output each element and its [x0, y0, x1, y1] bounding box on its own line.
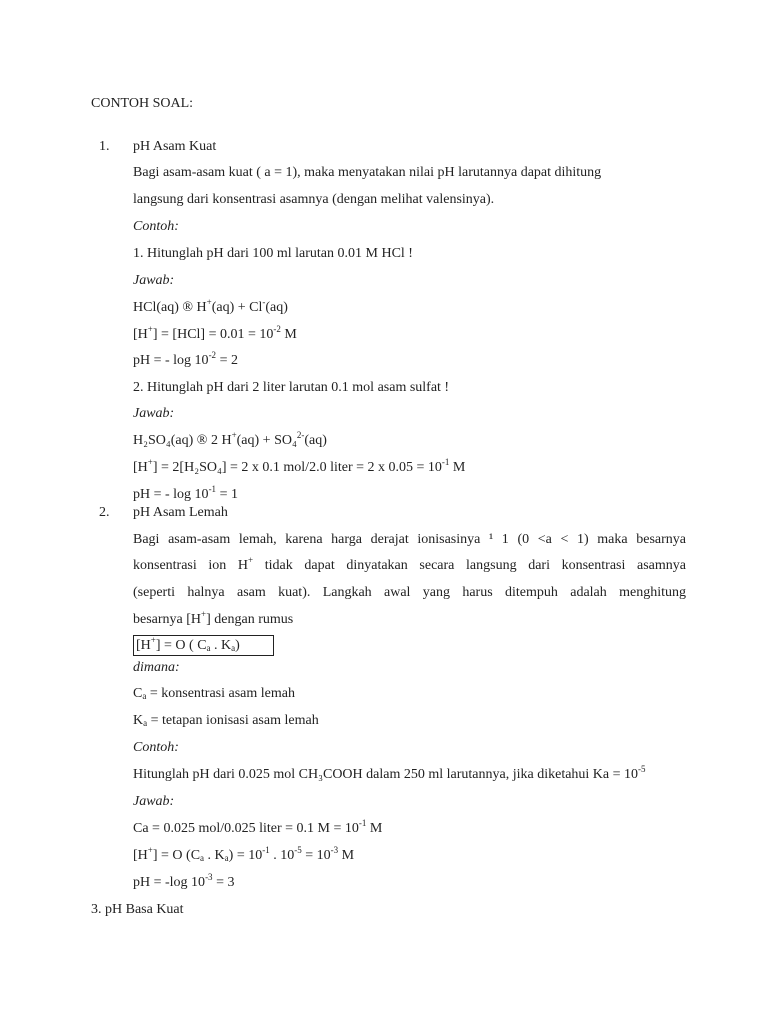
section-1-desc-line-2: langsung dari konsentrasi asamnya (dengan melihat valensinya). — [133, 192, 495, 207]
section-2-contoh-label: Contoh: — [133, 740, 179, 755]
section-2-answer-ca: Ca = 0.025 mol/0.025 liter = 0.1 $M = 10^{-1}$ M — [133, 818, 383, 836]
formula-text: [H+] = O ( $C_a$ . $K_a$) — [136, 635, 240, 653]
section-1-jawab-label-1: Jawab: — [133, 273, 175, 288]
page-heading: CONTOH SOAL: — [91, 96, 194, 111]
section-2-paragraph-line-2: konsentrasi ion H+ tidak dapat dinyatakan secara langsung dari konsentrasi asamnya — [133, 555, 686, 573]
section-2-number: 2. — [99, 505, 110, 520]
section-1-concentration-2: [H+] = 2[H₂SO₄] = 2 x 0.1 mol/2.0 liter = 2 x $0.05 = 10^{-1}$ M — [133, 457, 466, 475]
section-1-ph-result-2: pH = - $\log 10^{-1} = 1$ — [133, 484, 238, 502]
section-2-answer-h: [H+] = O ($C_a$ . $K_a) = 10^{-1}$ . $10^{-5} = 10^{-3}$ M — [133, 845, 355, 863]
section-2-def-ca: $C_a$ = konsentrasi asam lemah — [133, 686, 295, 701]
section-2-jawab-label: Jawab: — [133, 794, 175, 809]
section-2-paragraph-line-1: Bagi asam-asam lemah, karena harga derajat ionisasinya ¹ 1 (0 <a < 1) maka besarnya — [133, 532, 686, 547]
section-2-title: pH Asam Lemah — [133, 505, 228, 520]
section-1-contoh-label: Contoh: — [133, 219, 179, 234]
section-1-ph-result-1: pH = - $\log 10^{-2} = 2$ — [133, 350, 238, 368]
section-2-dimana-label: dimana: — [133, 660, 180, 675]
section-1-question-2: 2. Hitunglah pH dari 2 liter larutan 0.1 mol asam sulfat ! — [133, 380, 450, 395]
section-1-title: pH Asam Kuat — [133, 139, 217, 154]
section-2-question: Hitunglah pH dari 0.025 mol CH₃COOH dalam 250 ml larutannya, jika diketahui $Ka = 10^{-5}$ — [133, 764, 646, 782]
section-3-title: 3. pH Basa Kuat — [91, 902, 184, 917]
section-2-def-ka: $K_a$ = tetapan ionisasi asam lemah — [133, 713, 319, 728]
section-2-paragraph-line-3: (seperti halnya asam kuat). Langkah awal yang harus ditempuh adalah menghitung — [133, 585, 686, 600]
section-1-concentration-1: $[H^+] = [HCl] = 0.01 = 10^{-2}$ M — [133, 324, 297, 342]
section-1-reaction-1: HCl(aq) ® H+(aq) + Cl-(aq) — [133, 297, 288, 315]
section-1-number: 1. — [99, 139, 110, 154]
section-1-desc-line-1: Bagi asam-asam kuat ( a = 1), maka menyatakan nilai pH larutannya dapat dihitung — [133, 165, 602, 180]
section-1-jawab-label-2: Jawab: — [133, 406, 175, 421]
section-2-answer-ph: pH = -log $10^{-3} = 3$ — [133, 872, 235, 890]
section-2-paragraph-line-4: besarnya [H+] dengan rumus — [133, 609, 294, 627]
section-1-question-1: 1. Hitunglah pH dari 100 ml larutan 0.01 M HCl ! — [133, 246, 413, 261]
section-1-reaction-2: H₂SO₄(aq) ® 2 H+(aq) + SO₄$^{2-}$(aq) — [133, 430, 327, 448]
